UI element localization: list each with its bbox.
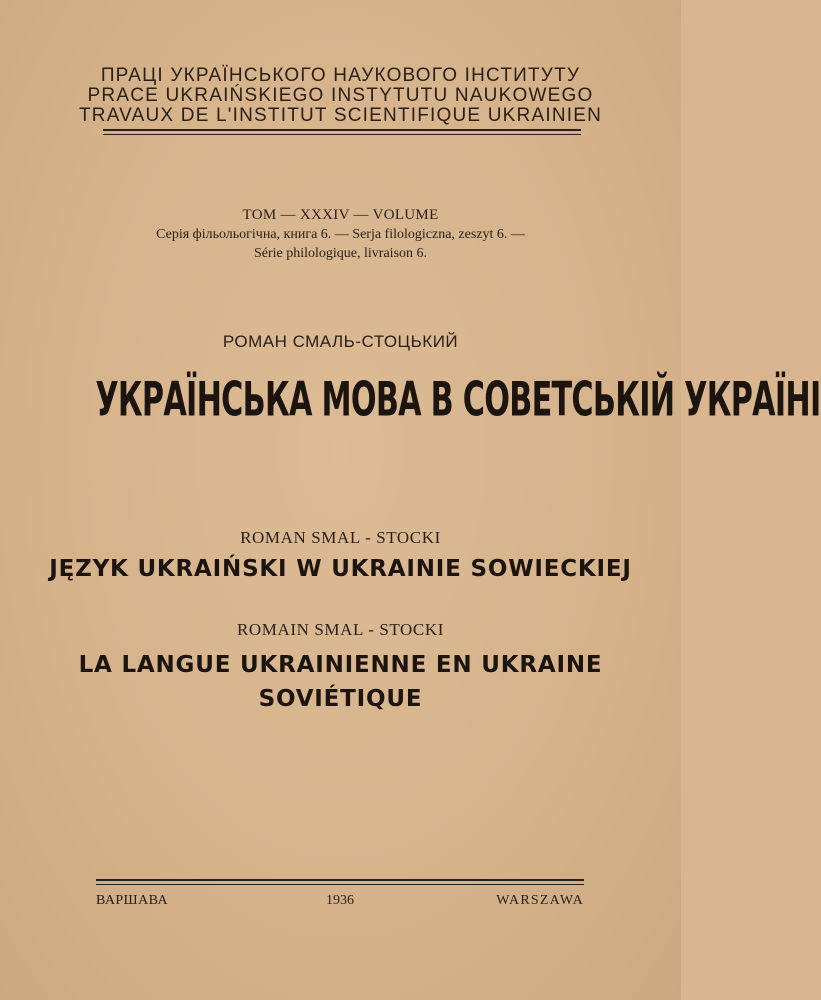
title-french: [0, 648, 681, 716]
title-french-line-2: SOVIÉTIQUE: [258, 686, 423, 712]
volume-line: ТОМ — XXXIV — VOLUME: [242, 207, 439, 223]
footer-divider: [96, 879, 584, 885]
series-info-line-1: Серія фільольогічна, книга 6. — Serja filologiczna, zeszyt 6. —: [156, 227, 525, 242]
series-title-polish: PRACE UKRAIŃSKIEGO INSTYTUTU NAUKOWEGO: [87, 85, 594, 106]
title-french-line-1: LA LANGUE UKRAINIENNE EN UKRAINE: [78, 652, 603, 678]
imprint-city-polish: WARSZAWA: [496, 893, 584, 908]
series-title-french: TRAVAUX DE L'INSTITUT SCIENTIFIQUE UKRAINIEN: [78, 105, 603, 126]
header-divider: [103, 129, 581, 135]
volume-block: [0, 206, 681, 263]
author-ukrainian: РОМАН СМАЛЬ-СТОЦЬКИЙ: [222, 332, 459, 351]
title-ukrainian: УКРАЇНСЬКА МОВА В СОВЕТСЬКІЙ УКРАЇНІ: [95, 372, 821, 427]
series-info-line-2: Série philologique, livraison 6.: [253, 246, 428, 261]
imprint-year: 1936: [326, 893, 354, 908]
author-french: ROMAIN SMAL - STOCKI: [236, 620, 445, 639]
imprint-city-ukrainian: ВАРШАВА: [96, 893, 168, 908]
author-polish: ROMAN SMAL - STOCKI: [240, 528, 441, 547]
series-header: [0, 66, 681, 126]
title-polish: JĘZYK UKRAIŃSKI W UKRAINIE SOWIECKIEJ: [49, 556, 632, 582]
series-title-ukrainian: ПРАЦІ УКРАЇНСЬКОГО НАУКОВОГО ІНСТИТУТУ: [100, 65, 581, 86]
